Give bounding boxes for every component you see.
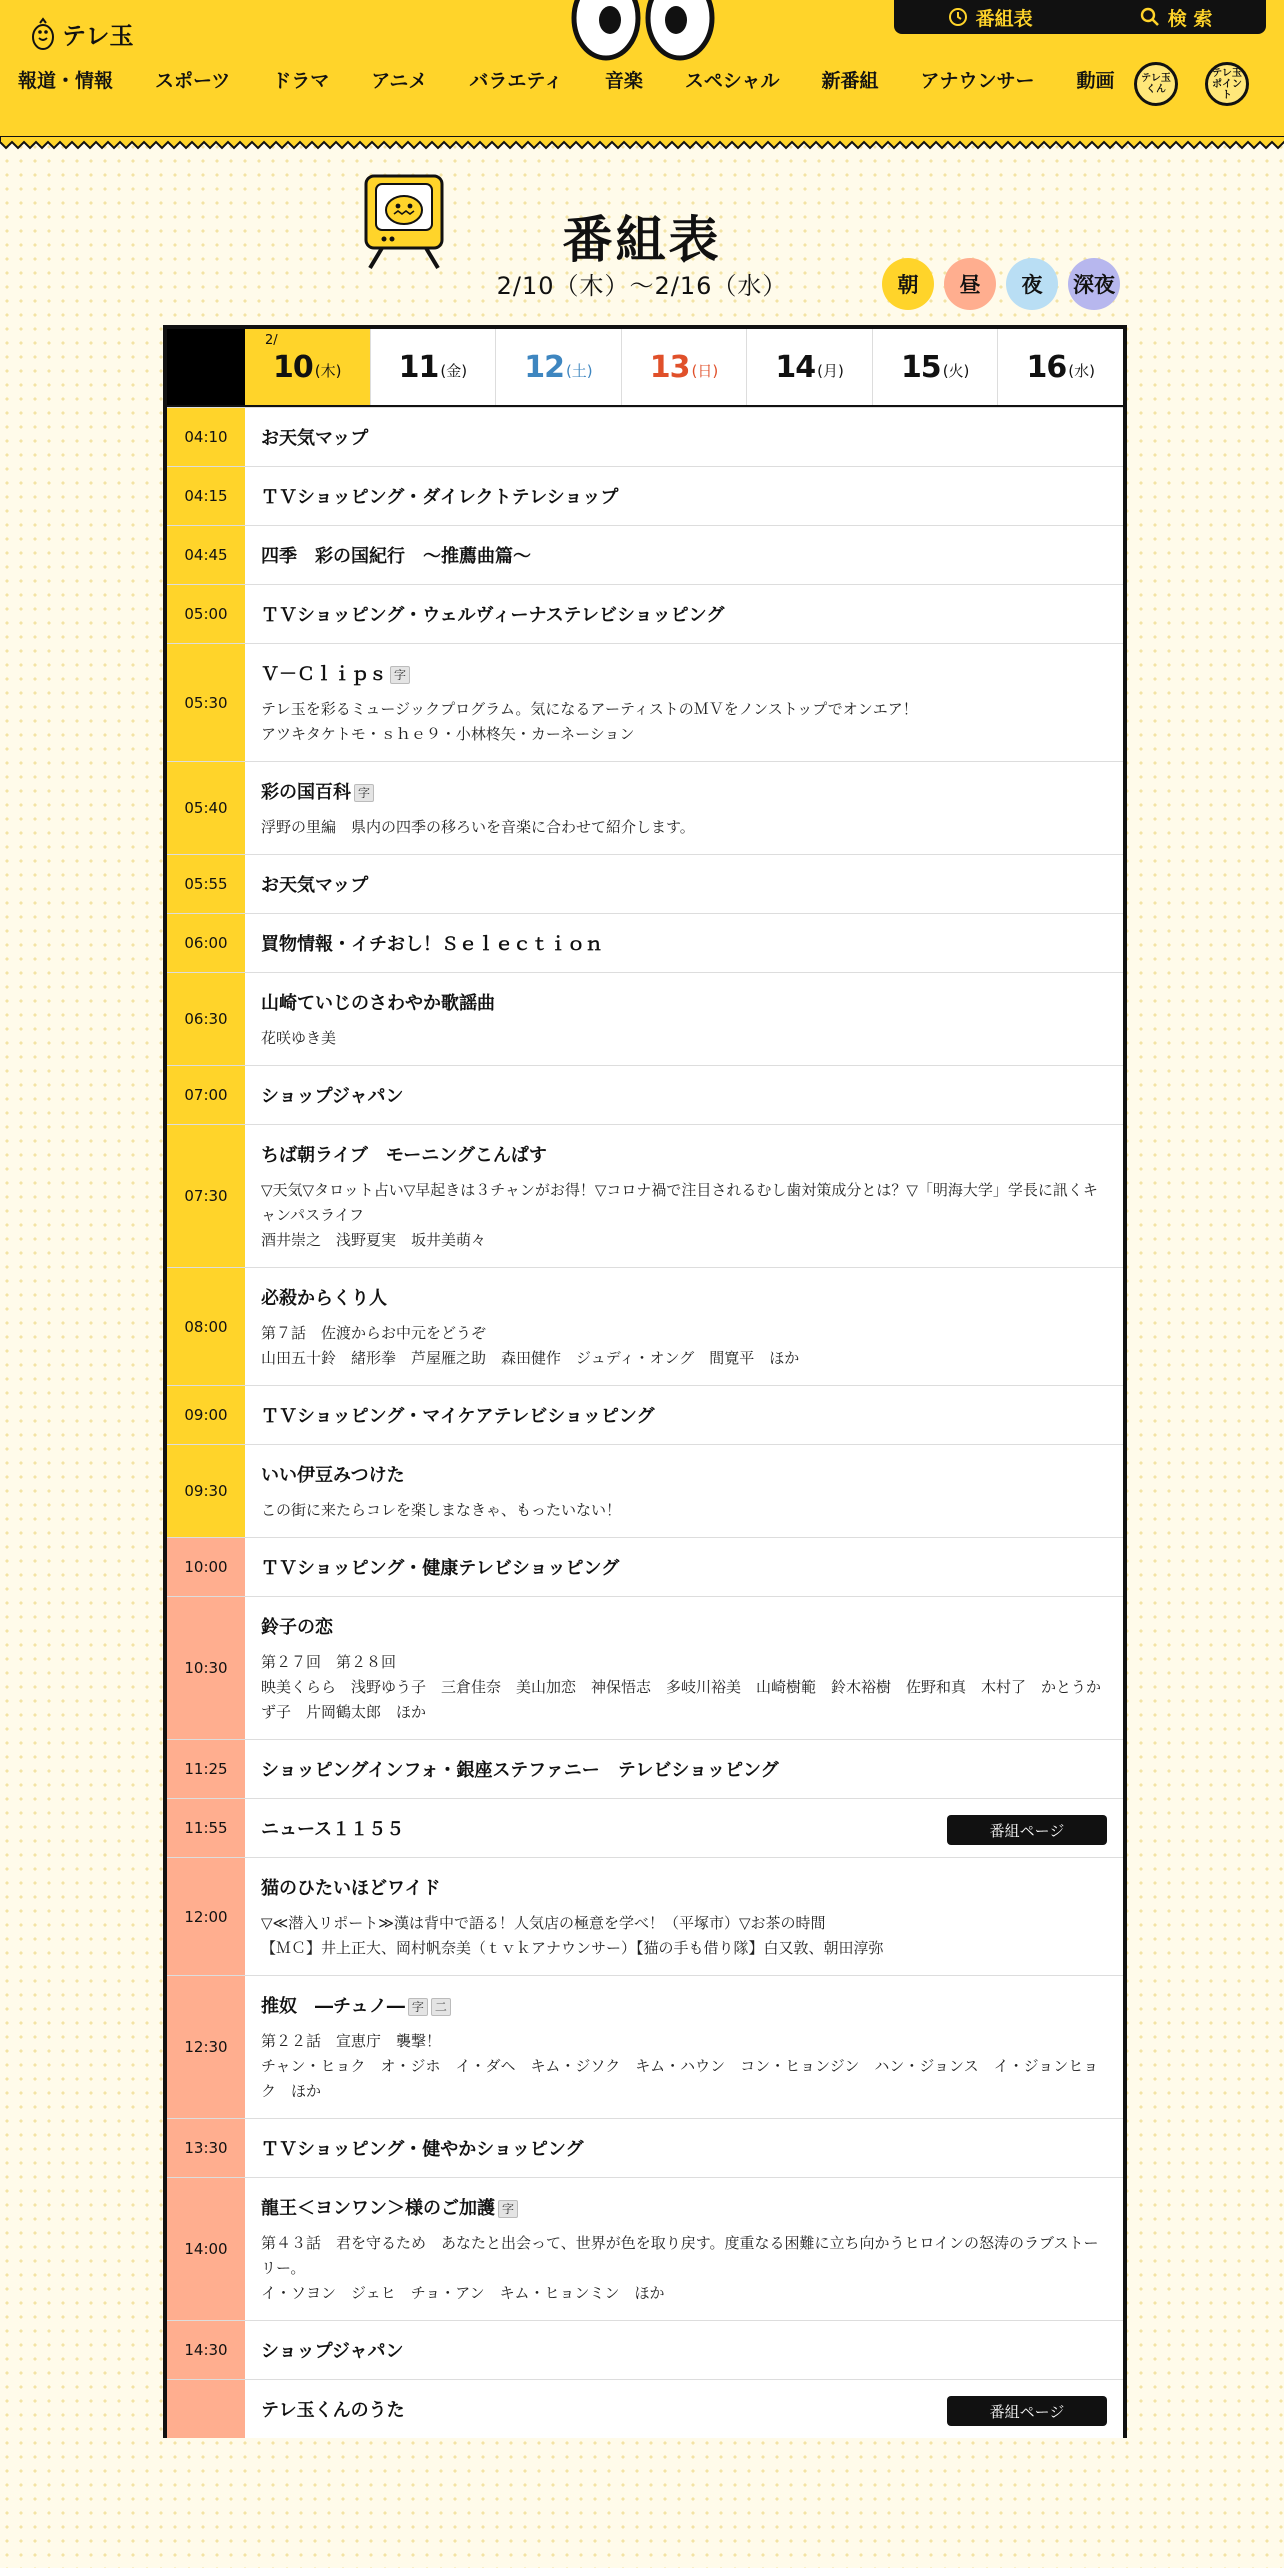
program-row [167, 1798, 1123, 1857]
program-description-line: 酒井崇之 浅野夏実 坂井美萌々 [261, 1231, 487, 1249]
program-description [261, 815, 1107, 840]
program-title-line [261, 1084, 1107, 1110]
page-title: 番組表 [562, 211, 722, 269]
day-weekday: (土) [565, 361, 593, 380]
program-time: 11:25 [167, 1740, 245, 1798]
program-title: ＴＶショッピング・マイケアテレビショッピング [261, 1406, 655, 1427]
nav-announcers[interactable]: アナウンサー [920, 70, 1035, 92]
program-title-line [261, 662, 1107, 688]
program-description [261, 2231, 1107, 2306]
program-row [167, 1065, 1123, 1124]
period-tab-night[interactable] [1006, 258, 1058, 310]
nav-drama[interactable]: ドラマ [272, 70, 330, 92]
program-description-line: 【ＭＣ】井上正大、岡村帆奈美（ｔｖｋアナウンサー）【猫の手も借り隊】白又敦、朝田淳弥 [261, 1939, 884, 1957]
logo-text: テレ玉 [62, 22, 134, 50]
program-title: お天気マップ [261, 428, 369, 449]
program-cell[interactable] [245, 973, 1123, 1065]
program-cell[interactable] [245, 2380, 1123, 2438]
program-badge: 字 [408, 1998, 428, 2016]
program-cell[interactable] [245, 408, 1123, 466]
program-title-line [261, 2137, 1107, 2163]
program-description-line: 第２２話 宣恵庁 襲撃！ [261, 2032, 442, 2050]
program-time: 04:10 [167, 408, 245, 466]
program-time: 12:00 [167, 1858, 245, 1975]
program-cell[interactable] [245, 2321, 1123, 2379]
mascot-eyes-icon [570, 0, 716, 62]
program-title-line [261, 485, 1107, 511]
program-row [167, 525, 1123, 584]
program-cell[interactable] [245, 1799, 1123, 1857]
program-row [167, 972, 1123, 1065]
program-time: 11:55 [167, 1799, 245, 1857]
program-cell[interactable] [245, 1268, 1123, 1385]
program-title: 推奴 ―チュノ― [261, 1996, 405, 2017]
program-description-line: 第７話 佐渡からお中元をどうぞ [261, 1324, 487, 1342]
nav-news[interactable]: 報道・情報 [18, 70, 114, 92]
program-description-line: ▽天気▽タロット占い▽早起きは３チャンがお得！▽コロナ禍で注目されるむし歯対策成分とは？▽「明海大学」学長に訊くキャンパスライフ [261, 1181, 1098, 1224]
program-cell[interactable] [245, 1445, 1123, 1537]
program-time: 05:30 [167, 644, 245, 761]
program-title-line [261, 1615, 1107, 1641]
clock-icon [948, 7, 968, 27]
program-title: ＴＶショッピング・健康テレビショッピング [261, 1558, 620, 1579]
day-number: 10 [273, 349, 313, 385]
program-title-line [261, 1143, 1107, 1169]
program-row [167, 584, 1123, 643]
day-weekday: (火) [942, 361, 970, 380]
program-title-line [261, 1758, 1107, 1784]
program-cell[interactable] [245, 762, 1123, 854]
program-row [167, 2118, 1123, 2177]
program-title: ショップジャパン [261, 2341, 404, 2362]
program-title: 山崎ていじのさわやか歌謡曲 [261, 993, 495, 1014]
program-time: 13:30 [167, 2119, 245, 2177]
program-row [167, 1975, 1123, 2118]
program-description [261, 1498, 1107, 1523]
program-cell[interactable] [245, 1386, 1123, 1444]
program-description-line: 浮野の里編 県内の四季の移ろいを音楽に合わせて紹介します。 [261, 818, 695, 836]
program-description [261, 1026, 1107, 1051]
nav-new-programs[interactable]: 新番組 [821, 70, 879, 92]
period-tab-late-night[interactable] [1068, 258, 1120, 310]
day-tab-12[interactable] [495, 329, 621, 405]
program-title: 龍王＜ヨンワン＞様のご加護 [261, 2198, 495, 2219]
schedule-link-label: 番組表 [975, 7, 1033, 30]
program-badge: 字 [498, 2200, 518, 2218]
program-cell[interactable] [245, 1858, 1123, 1975]
period-tab-morning[interactable] [882, 258, 934, 310]
program-description-line: この街に来たらコレを楽しまなきゃ、もったいない！ [261, 1501, 622, 1519]
program-cell[interactable] [245, 1125, 1123, 1267]
terechan-button[interactable] [1134, 62, 1178, 106]
program-cell[interactable] [245, 585, 1123, 643]
program-title-line [261, 2196, 1107, 2222]
program-title-line [261, 873, 1107, 899]
program-title-line [261, 932, 1107, 958]
program-title: Ｖ－Ｃｌｉｐｓ [261, 664, 387, 685]
program-description [261, 697, 1107, 747]
period-tab-label: 昼 [959, 273, 981, 297]
program-cell[interactable] [245, 1740, 1123, 1798]
header-corner [167, 329, 245, 405]
program-cell[interactable] [245, 644, 1123, 761]
program-cell[interactable] [245, 1538, 1123, 1596]
program-time: 10:30 [167, 1597, 245, 1739]
point-button[interactable] [1205, 62, 1249, 106]
program-page-button[interactable]: 番組ページ [947, 2396, 1107, 2426]
program-title: 必殺からくり人 [261, 1288, 387, 1309]
period-tabs [882, 258, 1120, 310]
day-weekday: (日) [691, 361, 719, 380]
program-row [167, 466, 1123, 525]
program-description [261, 2029, 1107, 2104]
nav-anime[interactable]: アニメ [371, 70, 428, 92]
program-time: 06:30 [167, 973, 245, 1065]
program-title: いい伊豆みつけた [261, 1465, 405, 1486]
program-title: ＴＶショッピング・ウェルヴィーナステレビショッピング [261, 605, 725, 626]
nav-sports[interactable]: スポーツ [155, 70, 231, 92]
day-weekday: (金) [440, 361, 468, 380]
day-number: 12 [524, 349, 564, 385]
program-title: 鈴子の恋 [261, 1617, 333, 1638]
day-tab-14[interactable] [746, 329, 872, 405]
search-button-label: 検 索 [1167, 7, 1213, 30]
program-title-line [261, 1463, 1107, 1489]
program-title: お天気マップ [261, 875, 369, 896]
period-tab-label: 夜 [1021, 273, 1043, 297]
program-row [167, 1124, 1123, 1267]
program-title-line [261, 1994, 1107, 2020]
program-row [167, 1444, 1123, 1537]
program-time: 14:00 [167, 2178, 245, 2320]
program-time: 06:00 [167, 914, 245, 972]
program-description-line: アツキタケトモ・ｓｈｅ９・小林柊矢・カーネーション [261, 725, 635, 743]
program-description-line: 山田五十鈴 緒形拳 芦屋雁之助 森田健作 ジュディ・オング 間寛平 ほか [261, 1349, 800, 1367]
program-title-line [261, 991, 1107, 1017]
program-description [261, 1321, 1107, 1371]
program-time: 07:00 [167, 1066, 245, 1124]
schedule-link[interactable] [948, 4, 1033, 31]
site-logo[interactable] [30, 16, 134, 51]
program-cell[interactable] [245, 1597, 1123, 1739]
nav-music[interactable]: 音楽 [604, 70, 643, 92]
program-row [167, 1596, 1123, 1739]
program-description-line: 第４３話 君を守るため あなたと出会って、世界が色を取り戻す。度重なる困難に立ち向かうヒロインの怒涛のラブストーリー。 [261, 2234, 1099, 2277]
program-time: 05:55 [167, 855, 245, 913]
program-time: 08:00 [167, 1268, 245, 1385]
day-weekday: (木) [314, 361, 342, 380]
program-description-line: イ・ソヨン ジェヒ チョ・アン キム・ヒョンミン ほか [261, 2284, 665, 2302]
program-badge: 字 [354, 784, 374, 802]
day-tab-15[interactable] [872, 329, 998, 405]
program-title-line [261, 1876, 1107, 1902]
day-weekday: (水) [1068, 361, 1095, 380]
program-time: 05:40 [167, 762, 245, 854]
program-title: 彩の国百科 [261, 782, 351, 803]
period-tab-label: 深夜 [1073, 273, 1115, 297]
day-number: 14 [775, 349, 816, 385]
program-time: 09:30 [167, 1445, 245, 1537]
search-icon [1140, 7, 1160, 27]
program-description-line: 映美くらら 浅野ゆう子 三倉佳奈 美山加恋 神保悟志 多岐川裕美 山崎樹範 鈴木裕樹 佐野和真 木村了 かとうかず子 片岡鶴太郎 ほか [261, 1678, 1102, 1721]
program-title-line [261, 426, 1107, 452]
day-weekday: (月) [817, 361, 844, 380]
program-badge: 字 [390, 666, 410, 684]
program-time [167, 2380, 245, 2438]
program-title-line [261, 1286, 1107, 1312]
program-row [167, 1267, 1123, 1385]
program-cell[interactable] [245, 855, 1123, 913]
nav-videos[interactable]: 動画 [1076, 70, 1115, 92]
program-time: 14:30 [167, 2321, 245, 2379]
program-description [261, 1911, 1107, 1961]
program-description-line: ▽≪潜入リポート≫漢は背中で語る！人気店の極意を学べ！（平塚市）▽お茶の時間 [261, 1914, 826, 1932]
program-page-button[interactable]: 番組ページ [947, 1815, 1107, 1845]
program-time: 04:15 [167, 467, 245, 525]
program-cell[interactable] [245, 914, 1123, 972]
bird-mascot-icon [30, 17, 56, 51]
program-time: 05:00 [167, 585, 245, 643]
program-title-line [261, 2339, 1107, 2365]
search-button[interactable] [1140, 4, 1213, 31]
program-row [167, 1857, 1123, 1975]
nav-special[interactable]: スペシャル [684, 70, 780, 92]
program-cell[interactable] [245, 467, 1123, 525]
program-description [261, 1650, 1107, 1725]
program-title: ニュース１１５５ [261, 1819, 405, 1840]
program-row [167, 2320, 1123, 2379]
day-number: 13 [649, 349, 690, 385]
day-month: 2/ [265, 333, 278, 348]
program-row [167, 407, 1123, 466]
program-title: ショッピングインフォ・銀座ステファニー テレビショッピング [261, 1760, 779, 1781]
program-cell[interactable] [245, 2119, 1123, 2177]
program-title-line [261, 603, 1107, 629]
program-title: 買物情報・イチおし！Ｓｅｌｅｃｔｉｏｎ [261, 934, 603, 955]
day-number: 16 [1026, 349, 1067, 385]
program-cell[interactable] [245, 526, 1123, 584]
program-title-line [261, 1404, 1107, 1430]
day-number: 11 [398, 349, 439, 385]
period-tab-label: 朝 [897, 273, 919, 297]
program-time: 04:45 [167, 526, 245, 584]
day-number: 15 [900, 349, 941, 385]
program-description-line: チャン・ヒョク オ・ジホ イ・ダヘ キム・ジソク キム・ハウン コン・ヒョンジン ハン・ジョンス イ・ジョンヒョク ほか [261, 2057, 1099, 2100]
utility-bar [894, 0, 1266, 34]
program-title: 四季 彩の国紀行 ～推薦曲篇～ [261, 546, 531, 567]
program-schedule [163, 325, 1127, 2438]
program-cell[interactable] [245, 1976, 1123, 2118]
day-tab-13[interactable] [621, 329, 747, 405]
program-row [167, 1739, 1123, 1798]
day-tab-16[interactable] [997, 329, 1123, 405]
program-row [167, 643, 1123, 761]
day-tab-11[interactable] [370, 329, 496, 405]
program-row [167, 761, 1123, 854]
date-range: 2/10（木）〜2/16（水） [496, 272, 788, 300]
program-title: 猫のひたいほどワイド [261, 1878, 441, 1899]
program-title: テレ玉くんのうた [261, 2400, 405, 2421]
program-cell[interactable] [245, 2178, 1123, 2320]
program-list [167, 407, 1123, 2438]
program-title-line [261, 1556, 1107, 1582]
program-row [167, 1537, 1123, 1596]
program-time: 12:30 [167, 1976, 245, 2118]
program-description-line: 花咲ゆき美 [261, 1029, 337, 1047]
point-label: テレ玉ポイント [1212, 67, 1242, 101]
program-time: 07:30 [167, 1125, 245, 1267]
program-row [167, 2379, 1123, 2438]
program-description-line: テレ玉を彩るミュージックプログラム。気になるアーティストのＭＶをノンストップでオンエア！ [261, 700, 918, 718]
program-time: 10:00 [167, 1538, 245, 1596]
terechan-label: テレ玉くん [1141, 73, 1171, 95]
global-nav [18, 66, 1115, 93]
program-title: ショップジャパン [261, 1086, 404, 1107]
program-title: ちば朝ライブ モーニングこんぱす [261, 1145, 547, 1166]
program-cell[interactable] [245, 1066, 1123, 1124]
program-title: ＴＶショッピング・ダイレクトテレショップ [261, 487, 619, 508]
program-row [167, 913, 1123, 972]
nav-variety[interactable]: バラエティ [469, 70, 563, 92]
header-zigzag-edge [0, 136, 1284, 150]
program-title-line [261, 780, 1107, 806]
day-tab-10[interactable] [245, 329, 370, 405]
program-description-line: 第２７回 第２８回 [261, 1653, 397, 1671]
program-row [167, 854, 1123, 913]
site-header [0, 0, 1284, 140]
program-row [167, 1385, 1123, 1444]
program-time: 09:00 [167, 1386, 245, 1444]
program-title-line [261, 544, 1107, 570]
program-title: ＴＶショッピング・健やかショッピング [261, 2139, 584, 2160]
program-badge: 二 [431, 1998, 451, 2016]
day-header [167, 329, 1123, 407]
program-description [261, 1178, 1107, 1253]
program-row [167, 2177, 1123, 2320]
period-tab-daytime[interactable] [944, 258, 996, 310]
